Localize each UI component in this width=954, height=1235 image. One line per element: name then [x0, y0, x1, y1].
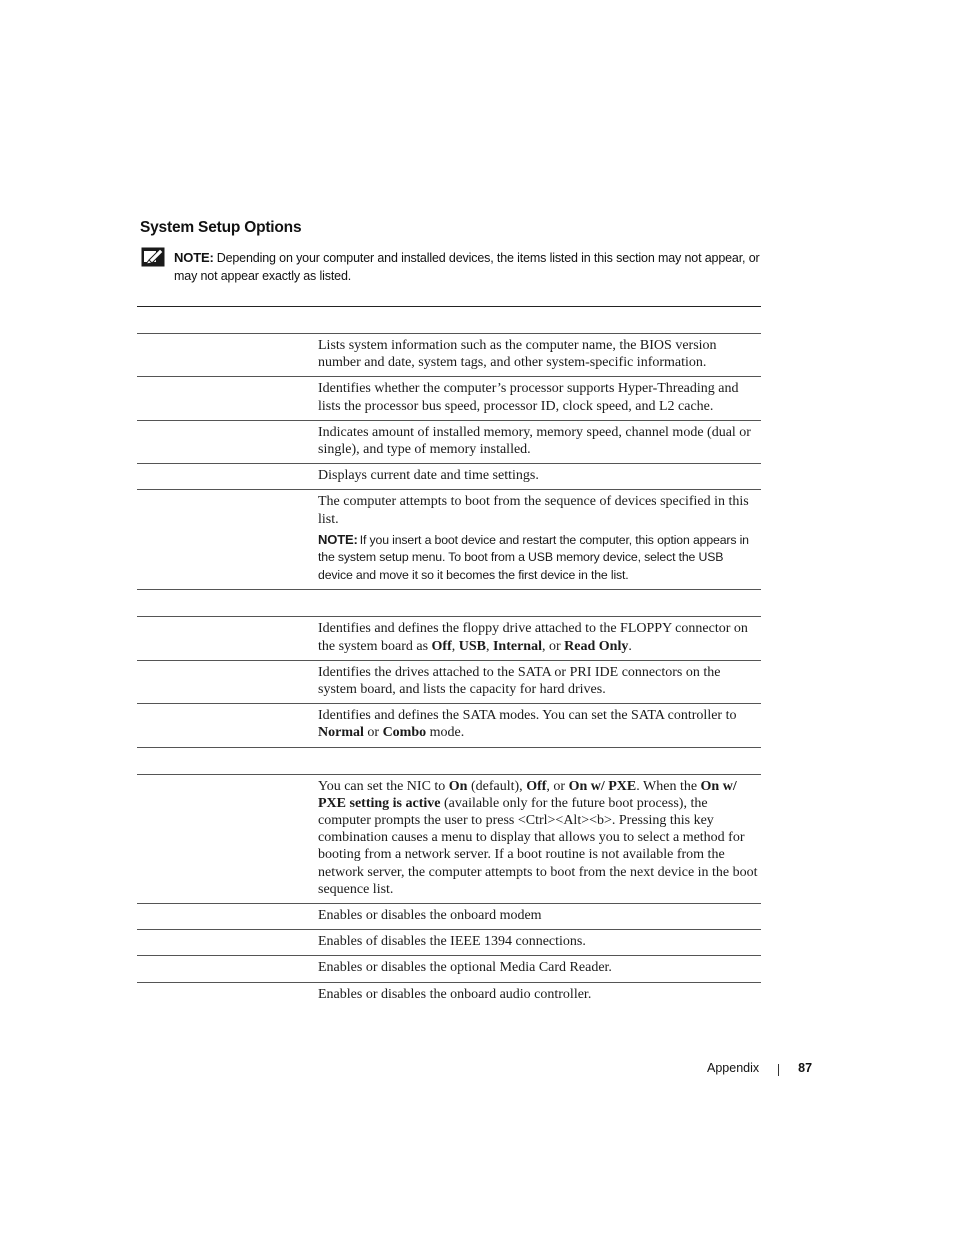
footer-separator — [778, 1064, 779, 1076]
option-value: Off — [526, 778, 547, 794]
table-row — [137, 983, 761, 1008]
note-box — [174, 249, 764, 285]
table-header-row — [137, 307, 761, 334]
table-row — [137, 421, 761, 464]
boot-sequence-note — [318, 531, 761, 585]
table-row — [137, 775, 761, 904]
table-row — [137, 464, 761, 490]
option-value: On w/ PXE — [568, 778, 637, 794]
row-description: You can set the NIC to On (default), Off, or On w/ PXE. When the On w/ PXE setting is active (available only for the future boot process), the computer prompts the user to press <Ctrl><Alt><b>. Pressing this key combination causes a menu to display that allows you to select a method for booting from a network server. If a boot routine is not available from the network server, the computer attempts to boot from the next device in the boot sequence list. — [318, 778, 758, 897]
row-description — [318, 490, 761, 589]
row-description: Displays current date and time settings. — [318, 468, 539, 484]
option-value: On — [448, 778, 468, 794]
option-value: USB — [458, 638, 486, 654]
note-label: NOTE: — [174, 250, 214, 265]
table-row — [137, 661, 761, 704]
table-row — [137, 956, 761, 982]
table-row — [137, 377, 761, 420]
page-footer — [707, 1061, 812, 1075]
row-description: Enables or disables the optional Media Card Reader. — [318, 960, 612, 976]
row-description: Indicates amount of installed memory, memory speed, channel mode (dual or single), and type of memory installed. — [318, 424, 751, 458]
option-value: Read Only — [564, 638, 629, 654]
page-number: 87 — [798, 1061, 813, 1075]
row-description: Enables or disables the onboard audio controller. — [318, 986, 592, 1002]
row-description: Identifies and defines the SATA modes. You can set the SATA controller to Normal or Combo mode. — [318, 708, 737, 741]
option-value: On w/ PXE setting is active — [318, 778, 737, 811]
option-value: Normal — [318, 725, 364, 741]
table-row — [137, 904, 761, 930]
option-value: Off — [431, 638, 452, 654]
note-text: Depending on your computer and installed devices, the items listed in this section may not appear, or may not appear exactly as listed. — [174, 251, 760, 283]
setup-options-table — [137, 306, 761, 1008]
table-section-row — [137, 748, 761, 775]
page-heading: System Setup Options — [140, 219, 302, 236]
row-description: Lists system information such as the computer name, the BIOS version number and date, system tags, and other system-specific information. — [318, 338, 717, 371]
footer-section-name: Appendix — [707, 1061, 760, 1075]
note-label: NOTE: — [318, 531, 358, 547]
row-description: Enables or disables the onboard modem — [318, 907, 542, 923]
row-description: Enables of disables the IEEE 1394 connections. — [318, 934, 586, 950]
table-row — [137, 490, 761, 590]
boot-sequence-text: The computer attempts to boot from the sequence of devices specified in this list. — [318, 494, 749, 527]
note-text: If you insert a boot device and restart the computer, this option appears in the system setup menu. To boot from a USB memory device, select the USB device and move it so it becomes the first device in the list. — [318, 532, 749, 582]
table-row — [137, 930, 761, 956]
option-value: Internal — [492, 638, 542, 654]
table-row — [137, 617, 761, 660]
row-description: Identifies whether the computer’s processor supports Hyper-Threading and lists the processor bus speed, processor ID, clock speed, and L2 cache. — [318, 381, 739, 414]
option-value: Combo — [382, 725, 427, 741]
note-pencil-icon — [141, 247, 165, 267]
table-row — [137, 334, 761, 377]
table-row — [137, 704, 761, 747]
row-description: Identifies the drives attached to the SATA or PRI IDE connectors on the system board, and lists the capacity for hard drives. — [318, 664, 721, 697]
table-section-row — [137, 590, 761, 617]
row-description: Identifies and defines the floppy drive attached to the FLOPPY connector on the system board as Off, USB, Internal, or Read Only. — [318, 621, 748, 654]
